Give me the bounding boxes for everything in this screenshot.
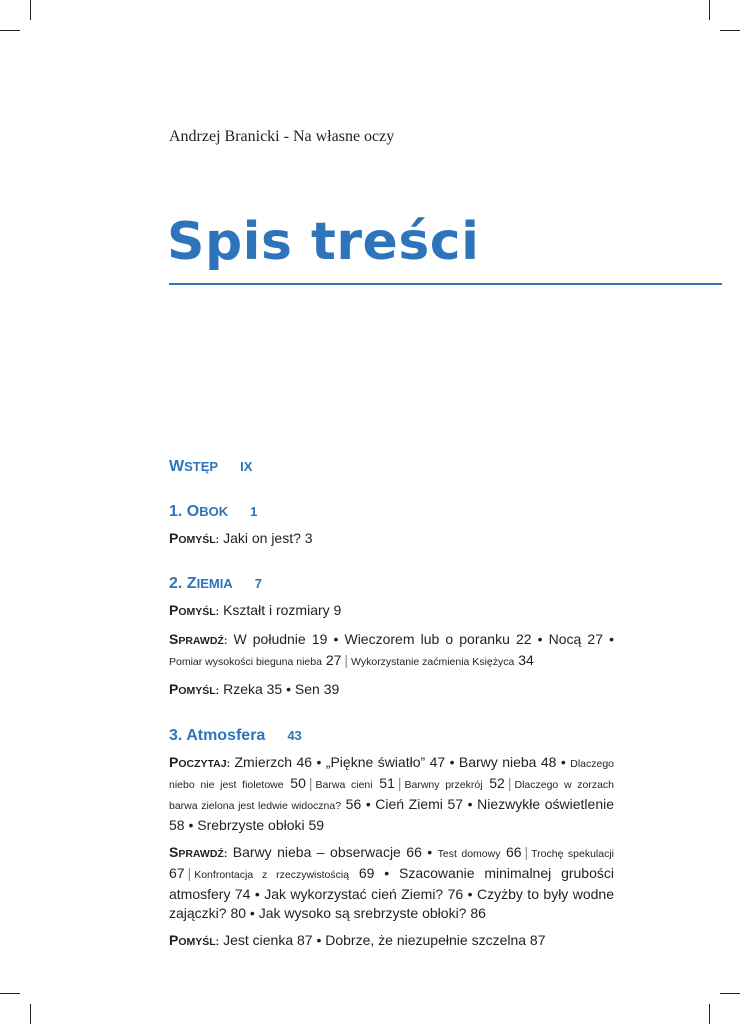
section-title: 2. ZIEMIA bbox=[169, 575, 233, 592]
toc-section-atmosfera[interactable] bbox=[169, 727, 614, 745]
section-page: 7 bbox=[254, 576, 262, 591]
crop-mark-bottom-left-h bbox=[0, 993, 20, 994]
toc-entry-pomysl bbox=[169, 680, 614, 701]
subentry-text: Test domowy bbox=[437, 848, 501, 860]
toc-section-wstep[interactable] bbox=[169, 458, 614, 476]
crop-mark-top-right-v bbox=[709, 0, 710, 20]
subentry-page: 51 bbox=[379, 775, 395, 791]
entry-label: SPRAWDŹ: bbox=[169, 631, 228, 647]
entry-text: Jest cienka 87 • Dobrze, że niezupełnie szczelna 87 bbox=[219, 932, 546, 948]
crop-mark-bottom-right-h bbox=[720, 993, 740, 994]
subentry-page: 66 bbox=[505, 844, 522, 860]
page-title: Spis treści bbox=[167, 212, 480, 272]
subentry-text: Pomiar wysokości bieguna nieba bbox=[169, 656, 322, 668]
table-of-contents bbox=[169, 458, 614, 952]
crop-mark-bottom-right-v bbox=[709, 1004, 710, 1024]
subentry-text: Konfrontacja z rzeczywistością bbox=[194, 869, 350, 881]
toc-section-ziemia[interactable] bbox=[169, 575, 614, 593]
section-page: 1 bbox=[250, 504, 258, 519]
separator: | bbox=[397, 775, 402, 791]
subentry-text: Trochę spekulacji bbox=[531, 848, 615, 860]
separator: | bbox=[187, 865, 192, 881]
crop-mark-top-left-v bbox=[30, 0, 31, 20]
separator: | bbox=[308, 775, 313, 791]
subentry-text: Dlaczego niebo nie jest fioletowe bbox=[169, 758, 615, 791]
subentry-text: Dlaczego w zorzach barwa zielona jest ledwie widoczna? bbox=[169, 779, 615, 812]
entry-text: Jaki on jest? 3 bbox=[219, 530, 313, 546]
section-page: 43 bbox=[287, 728, 302, 743]
crop-mark-bottom-left-v bbox=[30, 1004, 31, 1024]
running-head: Andrzej Branicki - Na własne oczy bbox=[169, 128, 395, 145]
subentry-page: 34 bbox=[518, 652, 534, 668]
subentry-page: 50 bbox=[290, 775, 306, 791]
toc-section-obok[interactable] bbox=[169, 503, 614, 521]
separator: | bbox=[507, 775, 512, 791]
entry-text: Barwy nieba – obserwacje 66 • bbox=[227, 844, 433, 860]
title-underline bbox=[169, 283, 722, 285]
subentry-text: Wykorzystanie zaćmienia Księżyca bbox=[351, 656, 515, 668]
entry-text: 56 • Cień Ziemi 57 • Niezwykłe oświetlenie 58 • Srebrzyste obłoki 59 bbox=[169, 796, 615, 833]
section-page: IX bbox=[240, 459, 253, 474]
entry-text: Kształt i rozmiary 9 bbox=[219, 602, 342, 618]
entry-text: 69 • Szacowanie minimalnej grubości atmosfery 74 • Jak wykorzystać cień Ziemi? 76 • Czyżby to były wodne zajączki? 80 • Jak wysoko są srebrzyste obłoki? 86 bbox=[169, 865, 614, 921]
toc-entry-sprawdz bbox=[169, 843, 614, 923]
entry-label: SPRAWDŹ: bbox=[169, 844, 228, 860]
entry-label: POMYŚL: bbox=[169, 932, 220, 948]
separator: | bbox=[524, 844, 529, 860]
toc-entry-poczytaj bbox=[169, 753, 614, 835]
entry-label: POMYŚL: bbox=[169, 530, 220, 546]
entry-text: W południe 19 • Wieczorem lub o poranku 22 • Nocą 27 • bbox=[227, 631, 614, 647]
subentry-page: 52 bbox=[489, 775, 505, 791]
subentry-page: 27 bbox=[325, 652, 342, 668]
subentry-text: Barwa cieni bbox=[315, 779, 373, 791]
toc-entry-pomysl bbox=[169, 529, 614, 550]
entry-text: Rzeka 35 • Sen 39 bbox=[219, 681, 340, 697]
section-title: 1. OBOK bbox=[169, 503, 229, 520]
subentry-page: 67 bbox=[169, 865, 185, 881]
crop-mark-top-right-h bbox=[720, 30, 740, 31]
entry-text: Zmierzch 46 • „Piękne światło” 47 • Barwy nieba 48 • bbox=[230, 754, 566, 770]
separator: | bbox=[344, 652, 349, 668]
toc-entry-pomysl bbox=[169, 601, 614, 622]
entry-label: POMYŚL: bbox=[169, 602, 220, 618]
toc-entry-sprawdz bbox=[169, 630, 614, 672]
section-title: 3. Atmosfera bbox=[169, 727, 266, 744]
subentry-text: Barwny przekrój bbox=[404, 779, 483, 791]
entry-label: POMYŚL: bbox=[169, 681, 220, 697]
toc-entry-pomysl bbox=[169, 931, 614, 952]
crop-mark-top-left-h bbox=[0, 30, 20, 31]
entry-label: POCZYTAJ: bbox=[169, 754, 231, 770]
section-title: WSTĘP bbox=[169, 458, 219, 475]
